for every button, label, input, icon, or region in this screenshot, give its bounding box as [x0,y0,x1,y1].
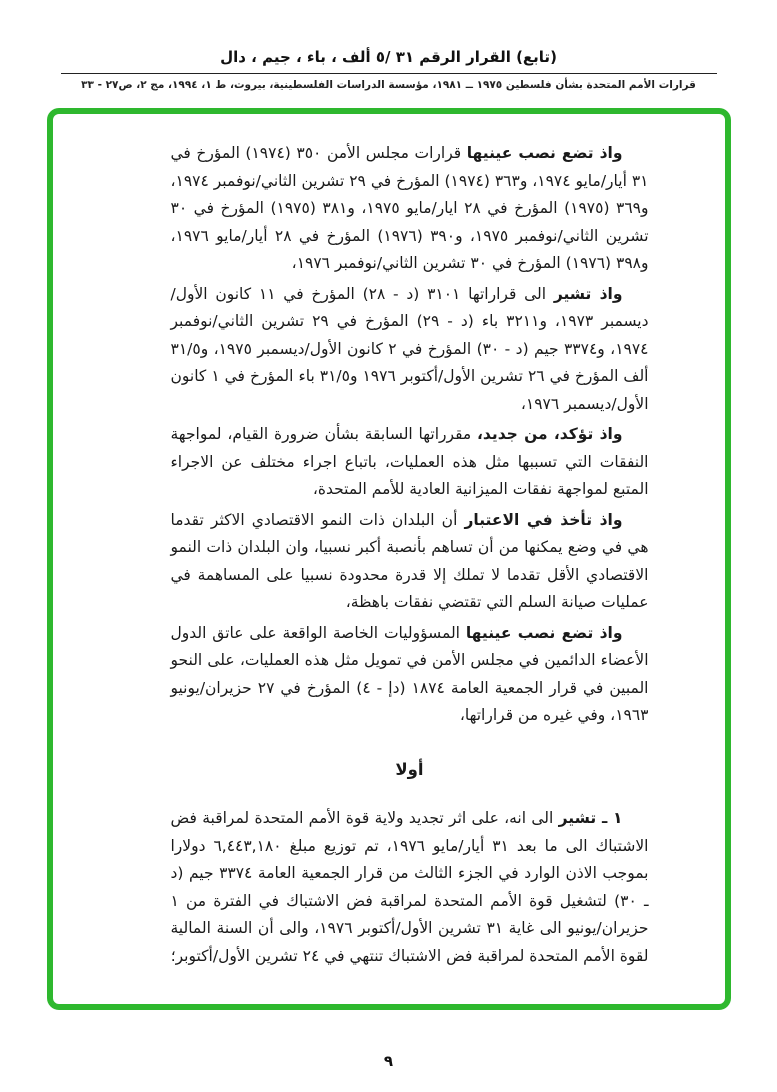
page-header [0,0,777,91]
paragraph-text: مقرراتها السابقة بشأن ضرورة القيام، لمواجهة النفقات التي تسببها مثل هذه العمليات، باتباع اجراء مختلف عن الاجراء المتبع لمواجهة نفقات الميزانية العادية للأمم المتحدة، [170,425,649,498]
paragraph-text: المسؤوليات الخاصة الواقعة على عاتق الدول الأعضاء الدائمين في مجلس الأمن في تمويل مثل هذه العمليات، على النحو المبين في قرار الجمعية العامة ١٨٧٤ (دإ - ٤) المؤرخ في ٢٧ حزيران/يونيو ١٩٦٣، وفي غيره من قراراتها، [170,623,649,724]
section-heading: أولا [395,759,424,779]
paragraph-lead: واذ تضع نصب عينيها [465,623,623,642]
paragraph-lead: واذ تضع نصب عينيها [466,144,623,162]
paragraph-preambular-3 [171,421,649,504]
paragraph-lead: واذ تشير [553,284,623,303]
paragraph-text: قرارات مجلس الأمن ٣٥٠ (١٩٧٤) المؤرخ في ٣١ أيار/مايو ١٩٧٤، و٣٦٣ (١٩٧٤) المؤرخ في ٢٩ تشرين الثاني/نوفمبر ١٩٧٤، و٣٦٩ (١٩٧٥) المؤرخ في ٢٨ ايار/مايو ١٩٧٥، و٣٨١ (١٩٧٥) المؤرخ في ٣٠ تشرين الثاني/نوفمبر ١٩٧٥، و٣٩٠ (١٩٧٦) المؤرخ في ٢٨ أيار/مايو ١٩٧٦، و٣٩٨ (١٩٧٦) المؤرخ في ٣٠ تشرين الثاني/نوفمبر ١٩٧٦، [170,144,649,272]
paragraph-preambular-5 [171,620,649,730]
paragraph-lead: ١ ـ تشير [558,809,623,827]
paragraph-text: أن البلدان ذات النمو الاقتصادي الاكثر تقدما هي في وضع يمكنها من أن تساهم بأنصبة أكبر نسبيا، وان البلدان ذات النمو الاقتصادي الأقل تقدما لا تملك إلا قدرة محدودة نسبيا على المساهمة في عمليات صيانة السلم التي تقتضي نفقات باهظة، [170,510,649,611]
header-rule [61,73,717,74]
paragraph-lead: واذ تؤكد، من جديد، [477,425,623,443]
highlight-box [47,108,731,1010]
paragraph-text: الى قراراتها ٣١٠١ (د - ٢٨) المؤرخ في ١١ كانون الأول/ديسمبر ١٩٧٣، و٣٢١١ باء (د - ٢٩) المؤرخ في ٢٩ تشرين الثاني/نوفمبر ١٩٧٤، و٣٣٧٤ جيم (د - ٣٠) المؤرخ في ٢ كانون الأول/ديسمبر ١٩٧٥، و٣١/٥ ألف المؤرخ في ٢٦ تشرين الأول/أكتوبر ١٩٧٦ و٣١/٥ باء المؤرخ في ١ كانون الأول/ديسمبر ١٩٧٦، [170,284,649,413]
page-number: ٩ [383,1052,394,1070]
header-title: (تابع) القرار الرقم ٣١ /٥ ألف ، باء ، جيم ، دال [220,48,557,66]
paragraph-preambular-4 [171,507,649,617]
paragraph-operative-1 [171,805,649,970]
document-body [171,140,649,970]
paragraph-text: الى انه، على اثر تجديد ولاية قوة الأمم المتحدة لمراقبة فض الاشتباك الى ما بعد ٣١ أيار/مايو ١٩٧٦، تم توزيع مبلغ ٦,٤٤٣,١٨٠ دولارا بموجب الاذن الوارد في الجزء الثالث من قرار الجمعية العامة ٣٣٧٤ جيم (د ـ ٣٠) لتشغيل قوة الأمم المتحدة لمراقبة فض الاشتباك في الفترة من ١ حزيران/يونيو الى غاية ٣١ تشرين الأول/أكتوبر ١٩٧٦، والى أن السنة المالية لقوة الأمم المتحدة لمراقبة فض الاشتباك تنتهي في ٢٤ تشرين الأول/أكتوبر؛ [170,809,649,965]
paragraph-lead: واذ تأخذ في الاعتبار [464,510,623,529]
source-citation: قرارات الأمم المتحدة بشأن فلسطين ١٩٧٥ ــ ١٩٨١، مؤسسة الدراسات الفلسطينية، بيروت، ط ١، ١٩٩٤، مج ٢، ص٢٧ - ٣٣ [81,79,696,91]
paragraph-preambular-2 [171,281,649,419]
paragraph-preambular-1 [171,140,649,278]
